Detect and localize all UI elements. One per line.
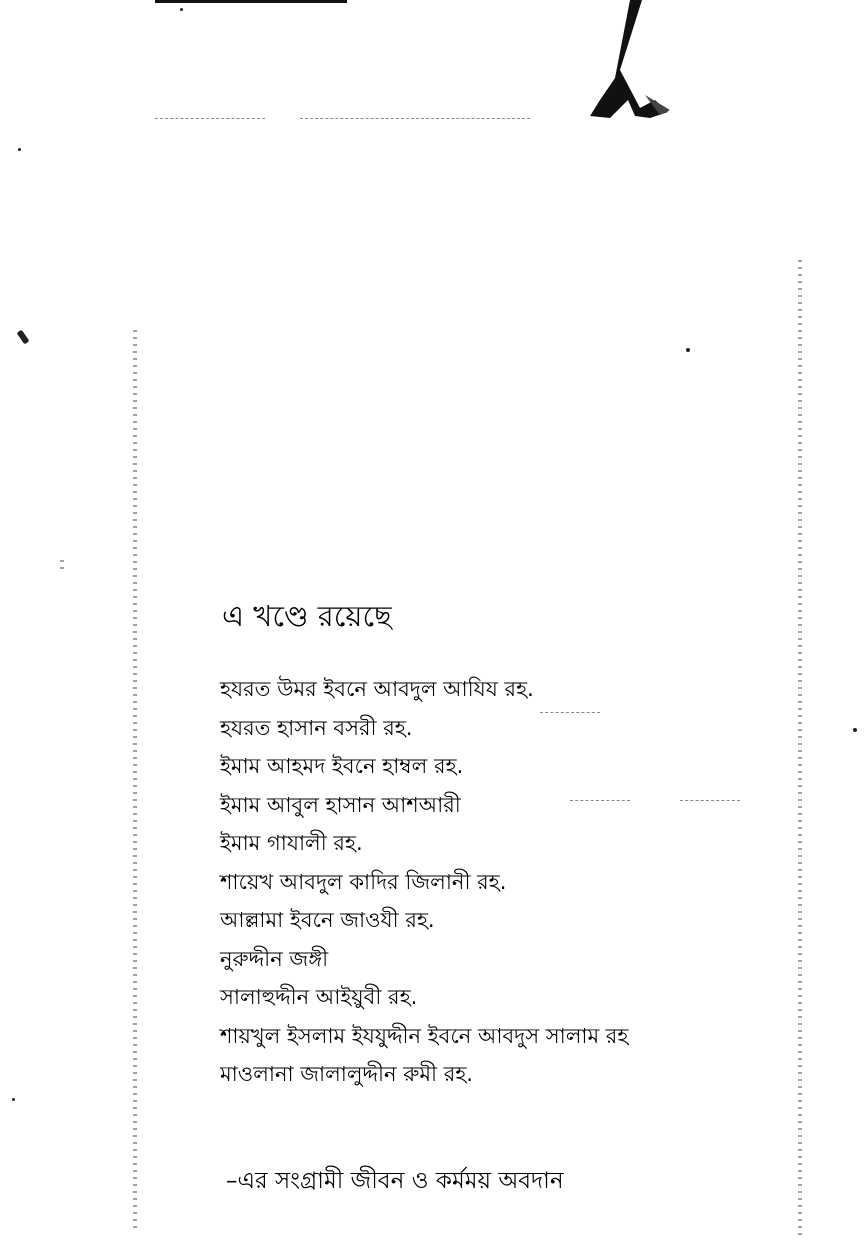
top-rule-artifact [155, 0, 347, 3]
list-item: নুরুদ্দীন জঙ্গী [220, 946, 329, 971]
scan-dash [680, 800, 740, 802]
left-edge-noise [133, 330, 137, 1230]
scan-speck [12, 1098, 15, 1101]
list-item: ইমাম আহমদ ইবনে হাম্বল রহ. [220, 754, 464, 778]
scan-dash [155, 118, 265, 120]
list-item: সালাহুদ্দীন আইয়ুবী রহ. [220, 985, 418, 1009]
list-item: ইমাম আবুল হাসান আশআরী [220, 792, 461, 817]
scan-speck [853, 728, 857, 732]
scan-speck [180, 8, 183, 11]
contents-footer: –এর সংগ্রামী জীবন ও কর্মময় অবদান [226, 1168, 564, 1194]
left-margin-noise [60, 560, 64, 570]
list-item: হযরত হাসান বসরী রহ. [220, 715, 413, 740]
scan-speck [17, 330, 30, 345]
list-item: শায়েখ আবদুল কাদির জিলানী রহ. [220, 869, 507, 894]
contents-heading: এ খণ্ডে রয়েছে [222, 599, 392, 633]
contents-list [220, 670, 628, 1094]
scan-speck [18, 148, 21, 151]
list-item: ইমাম গাযালী রহ. [220, 831, 363, 855]
scan-dash [300, 118, 530, 120]
list-item: মাওলানা জালালুদ্দীন রুমী রহ. [220, 1062, 473, 1086]
list-item: হযরত উমর ইবনে আবদুল আযিয রহ. [220, 677, 534, 701]
right-edge-noise [798, 260, 802, 1240]
scan-speck [686, 348, 690, 352]
list-item: শায়খুল ইসলাম ইযযুদ্দীন ইবনে আবদুস সালাম রহ [220, 1023, 629, 1048]
page-number-mark [580, 0, 690, 125]
list-item: আল্লামা ইবনে জাওযী রহ. [220, 908, 435, 932]
